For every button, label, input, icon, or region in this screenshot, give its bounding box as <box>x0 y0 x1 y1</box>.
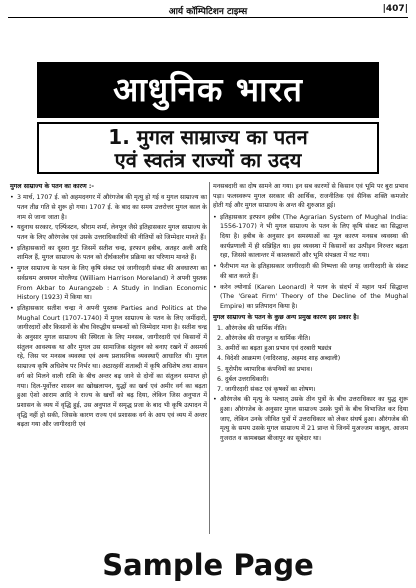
sample-page-watermark: Sample Page <box>0 542 416 588</box>
list-item: • यदुनाथ सरकार, एल्फिंस्टन, श्रीराम शर्मा, लेनपूल जैसे इतिहासकार मुगल साम्राज्य के पतन के लिए औरंगजेब एवं उसके उत्तराधिकारियों की नीतियों को जिम्मेदार मानते हैं। <box>10 223 207 242</box>
list-item: • फैरीभाग मत के इतिहासकार जागीरदारी की निष्पत्ता की जगह जागीरदारी के संकट की बात करते हैं। <box>213 262 408 281</box>
right-bullet-list <box>213 213 408 312</box>
list-item: 6. दुर्बल उत्तराधिकारी। <box>217 375 269 383</box>
chapter-title <box>37 122 379 174</box>
right-column <box>213 182 408 445</box>
header-rule <box>8 17 408 18</box>
left-column <box>10 182 207 431</box>
list-item: • इतिहासकारों का दूसरा गुट जिसमें सतीश चन्द्र, इरफान हबीब, अतहर अली आदि शामिल हैं, मुगल साम्राज्य के पतन को दीर्घकालीन प्रक्रिया का परिणाम मानते हैं। <box>10 244 207 263</box>
section-heading: मुगल साम्राज्य के पतन का कारण :- <box>10 183 94 190</box>
closing-list <box>213 395 408 444</box>
list-item: • करेन ल्योनार्ड (Karen Leonard) ने पतन के संदर्भ में महान फर्म सिद्धान्त (The 'Great Firm' Theory of the Decline of the Mughal Empire) का प्रतिपादन किया है। <box>213 283 408 312</box>
list-item: 1. औरंगजेब की धार्मिक नीति। <box>217 324 287 332</box>
column-divider <box>209 182 210 534</box>
list-item: 7. जागीरदारी संकट एवं कृषकों का शोषण। <box>217 386 316 394</box>
causes-list <box>213 324 408 395</box>
list-item: • इतिहासकार सतीश चन्द्रा ने अपनी पुस्तक Parties and Politics at the Mughal Court (1707-1740) में मुगल साम्राज्य के पतन के लिए जमींदारों, जागीरदारों और किसानों के बीच विरुद्धीय सम्बन्धों को जिम्मेदार माना है। सतीश चन्द्र के अनुसार मुगल साम्राज्य की स्थिरता के लिए मनसब, जागीरदारी एवं किसानों में संतुलन आवश्यक था और मुगल उस सामाजिक संतुलन को बनाए रखने में असमर्थ रहे, जिस पर मनसब व्यवस्था एवं अन्य प्रशासनिक व्यवस्थाएँ आधारित थी। मुगल साम्राज्य कृषि अधिशेष पर निर्भर था। अठारहवीं शताब्दी में कृषि अधिशेष तथा शासन वर्ग को मिलने वाली राशि के बीच अन्तर बढ़ जाने से दोनों का संतुलन समाप्त हो गया। दिल-पूर्वोत्तर शासन का खोखलापन, युद्धों का खर्च एवं अमीर वर्ग का बढ़ता हुआ ऐशो आराम आदि ने राज्य के खर्चों को बढ़ दिया, लेकिन जिस अनुपात में प्रशासन के व्यय में वृद्धि हुई, उस अनुपात में समृद्ध प्रजा के बाद भी कृषि उत्पादन में वृद्धि नहीं हो सकी, जिसके कारण राज्य एवं प्रशासक वर्ग के आय एवं व्यय में अन्तर बढ़ता गया और जागीरदारी एवं <box>10 304 207 430</box>
page-number: |407| <box>382 4 408 14</box>
list-item: • इतिहासकार इरफान हबीब (The Agrarian System of Mughal India: 1556-1707) ने भी मुगल साम्राज्य के पतन के लिए कृषि संकट का सिद्धान्त दिया है। हबीब के अनुसार इन समस्याओं का मूल कारण मनसब व्यवस्था की कार्यप्रणाली में ही सन्निहित था। इस व्यवस्था में किसानों का उत्पीड़न निरन्तर बढ़ता रहा, जिससे कालान्तर में काश्तकारों और भूमि संपन्नता में घट गया। <box>213 213 408 262</box>
section-banner: आधुनिक भारत <box>37 62 379 118</box>
continued-paragraph: मनसबदारी का दोष सामने आ गया। इन सब कारणों से किसान एवं भूमि पर बुरा प्रभाव पड़ा। फलस्वरूप मुगल सरकार की आर्थिक, राजनीतिक एवं सैनिक शक्ति कमजोर होती गई और मुगल साम्राज्य के अन्त की शुरुआत हुई। <box>213 183 408 210</box>
list-item: • मुगल साम्राज्य के पतन के लिए कृषि संकट एवं जागीरदारी संकट की अवधारणा का सर्वप्रथम अध्ययन मोरलैण्ड (William Harrison Moreland) ने अपनी पुस्तक From Akbar to Aurangzeb : A Study in Indian Economic History (1923) में किया था। <box>10 264 207 303</box>
left-bullet-list <box>10 193 207 430</box>
chapter-title-line-1: 1. मुगल साम्राज्य का पतन <box>108 125 308 149</box>
list-item: • 3 मार्च, 1707 ई. को अहमदनगर में औरंगजेब की मृत्यु हो गई व मुगल साम्राज्य का पतन तीव्र गति से शुरू हो गया। 1707 ई. के बाद का समय उत्तरोत्तर मुगल काल के नाम से जाना जाता है। <box>10 193 207 222</box>
list-item: 4. विदेशी आक्रमण (नादिरशाह, अहमद शाह अब्दाली) <box>217 355 341 363</box>
magazine-title: आर्य कॉम्पिटिशन टाइम्स <box>168 7 248 17</box>
subheading: मुगल साम्राज्य के पतन के कुछ अन्य प्रमुख कारण इस प्रकार है। <box>213 313 359 321</box>
chapter-title-line-2: एवं स्वतंत्र राज्यों का उदय <box>114 148 302 172</box>
list-item: 5. यूरोपीय व्यापारिक कंपनियों का प्रभाव। <box>217 365 313 373</box>
list-item: 2. औरंगजेब की राजपूत व धार्मिक नीति। <box>217 335 311 343</box>
list-item: 3. अमीरों का बढ़ता हुआ प्रभाव एवं दरबारी षड्यंत्र <box>217 345 332 353</box>
list-item: • औरंगजेब की मृत्यु के पश्चात् उसके तीन पुत्रों के बीच उत्तराधिकार का युद्ध शुरू हुआ। औरंगजेब के अनुसार मुगल साम्राज्य उसके पुत्रों के बीच विभाजित कर दिया जाए, लेकिन उनके जीवित पुत्रों में उत्तराधिकार को लेकर संघर्ष हुआ। औरंगजेब की मृत्यु के समय उसके मुगल साम्राज्य में 21 प्रान्त थे जिनमें मुअज्जम काबुल, आजम गुजरात व कामबख्श बीजापुर का सूबेदार था। <box>213 395 408 444</box>
page-header <box>0 0 416 20</box>
